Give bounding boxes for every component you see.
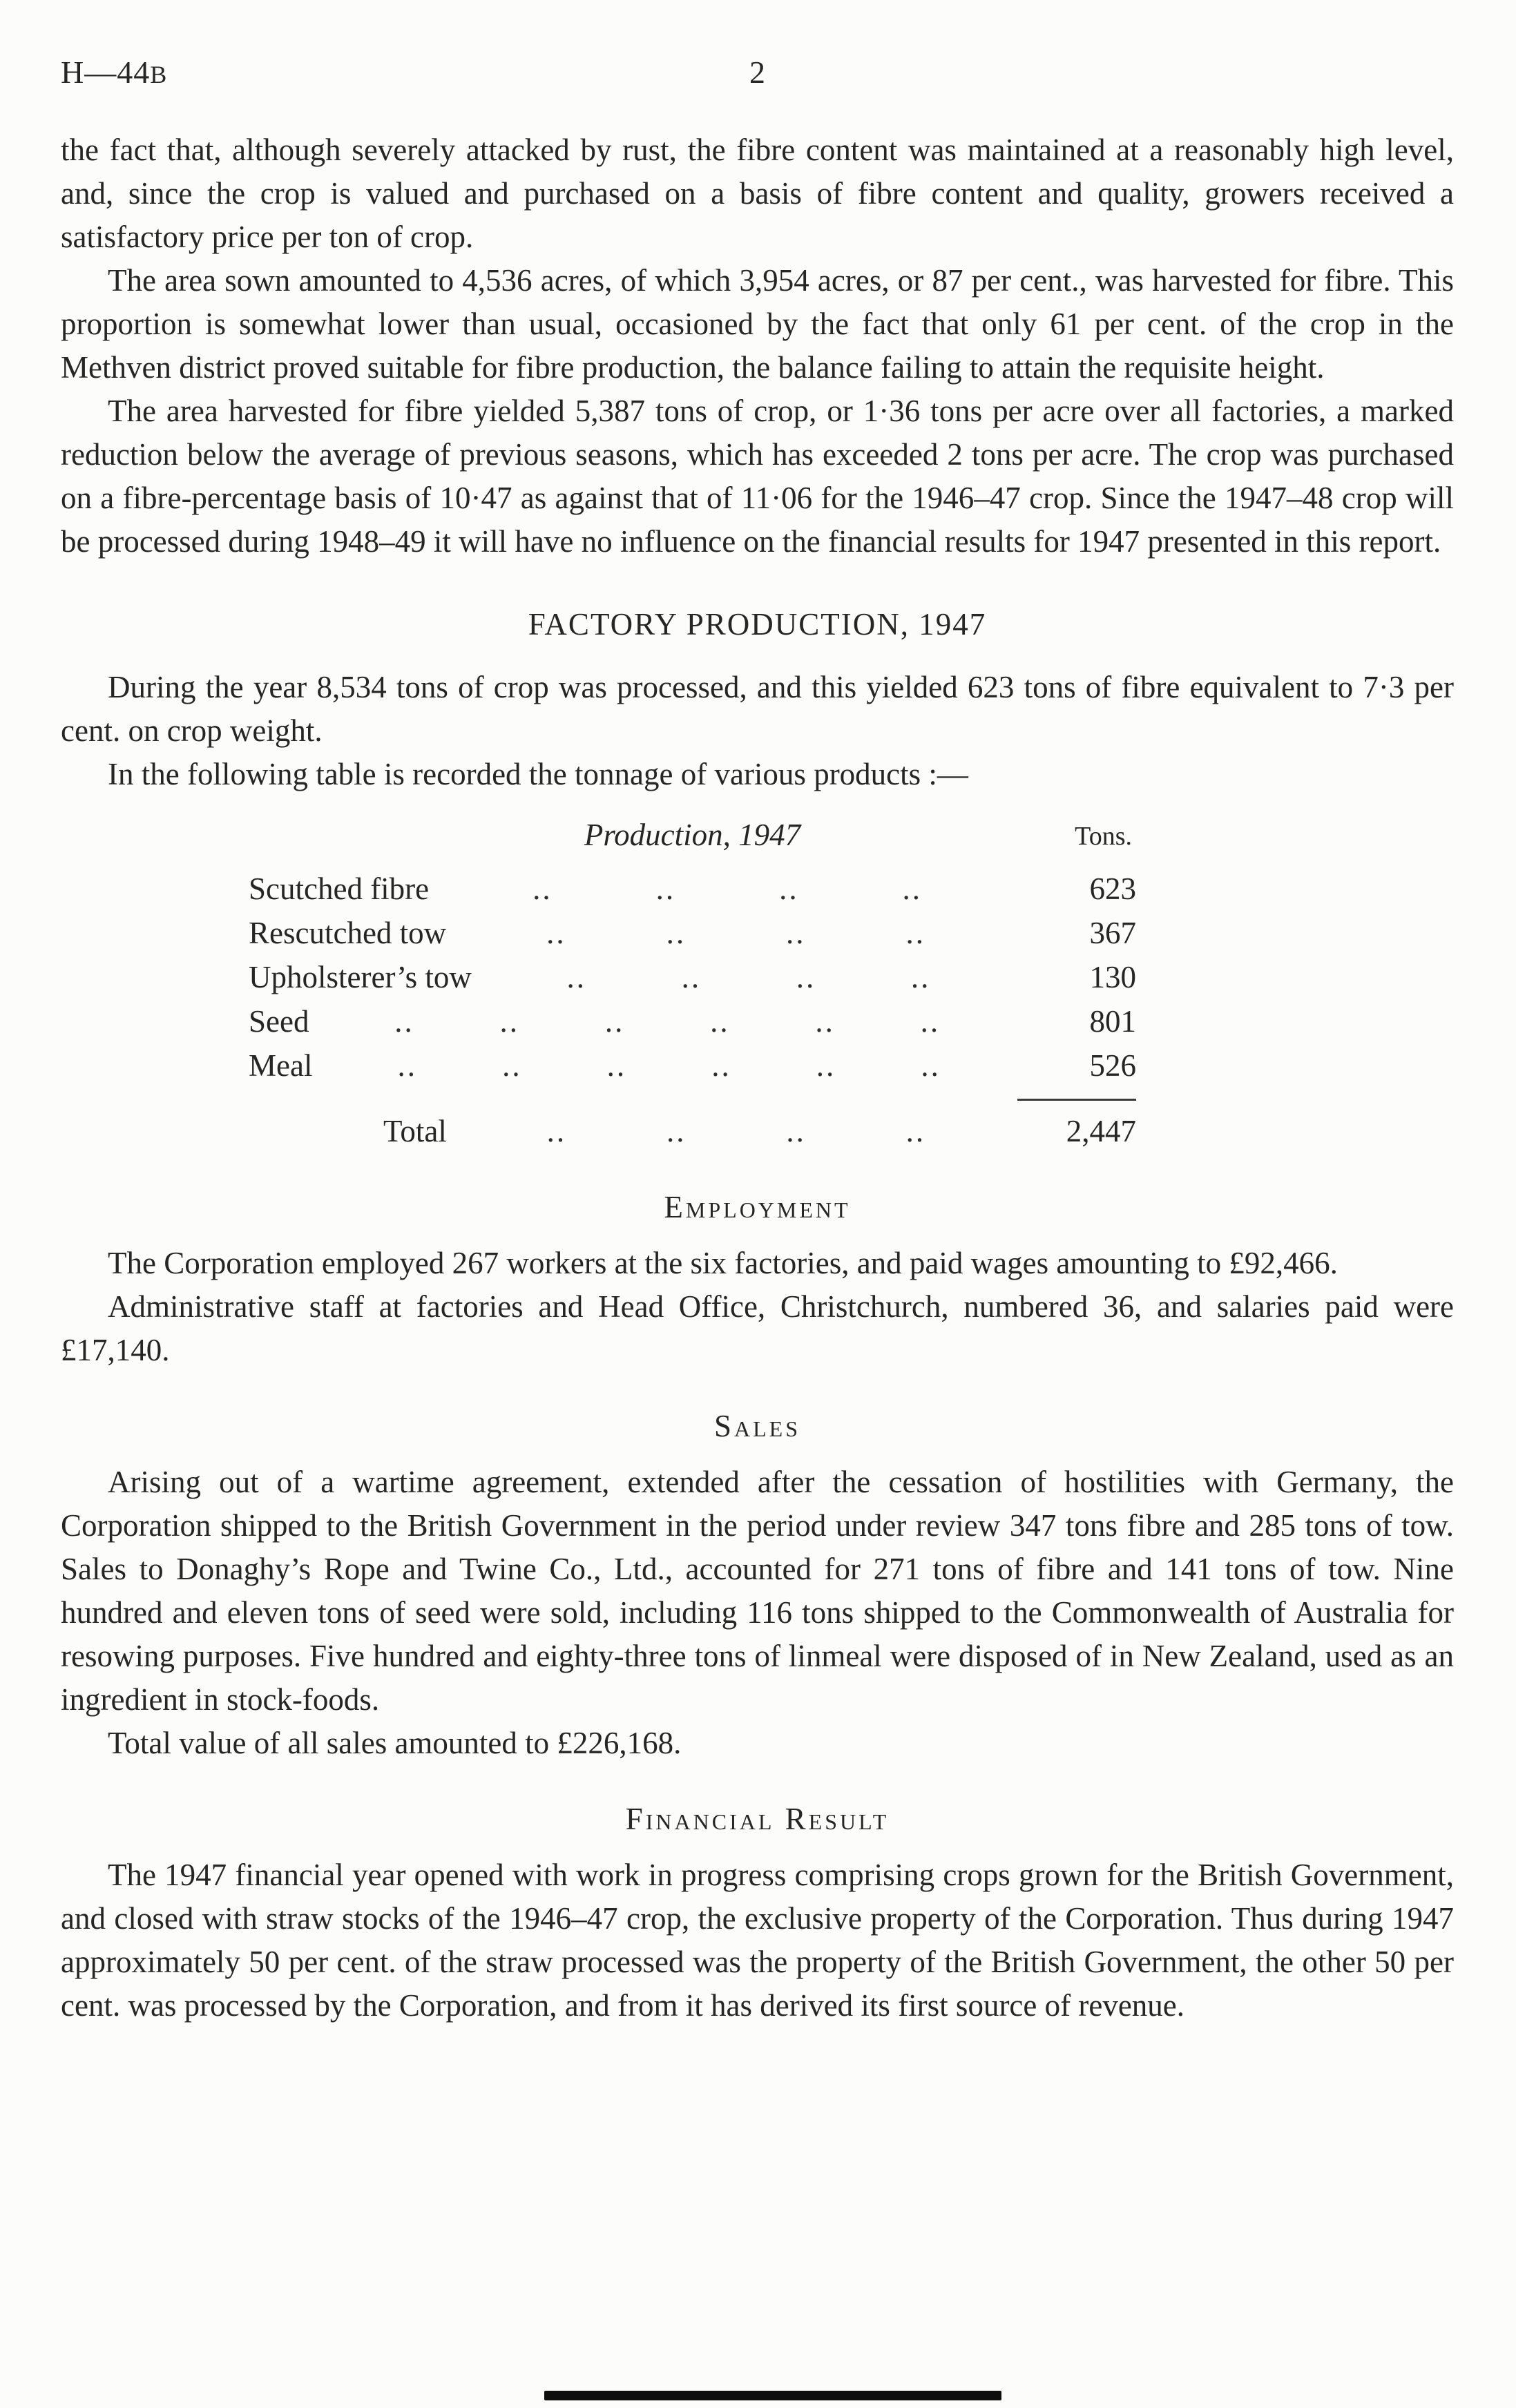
paragraph-area-harvested: The area harvested for fibre yielded 5,387 tons of crop, or 1·36 tons per acre over all factories, a marked reduction below the average of previous seasons, which has exceeded 2 tons per acre. The crop was purchased on a fibre-percentage basis of 10·47 as against that of 11·06 for the 1946–47 crop. Since the 1947–48 crop will be processed during 1948–49 it will have no influence on the financial results for 1947 presented in this report. (61, 394, 1454, 559)
dot-group: .. (920, 1004, 941, 1039)
paragraph-table-intro: In the following table is recorded the tonnage of various products :— (108, 757, 968, 791)
dot-group: .. (779, 871, 799, 906)
table-row-rescutched-tow (249, 911, 1136, 955)
dot-group: .. (711, 1048, 731, 1083)
heading-sales: Sales (713, 1409, 801, 1443)
heading-financial-result: Financial Result (625, 1802, 890, 1836)
table-unit-header: Tons. (1075, 822, 1132, 851)
dot-group: .. (815, 1004, 835, 1039)
dot-leader (309, 999, 1026, 1043)
dot-leader (447, 1109, 1026, 1153)
table-total-label: Total (383, 1114, 447, 1148)
dot-group: .. (796, 960, 816, 994)
heading-factory-production: FACTORY PRODUCTION, 1947 (528, 607, 987, 642)
dot-group: .. (655, 871, 676, 906)
paragraph-workers-wages: The Corporation employed 267 workers at the six factories, and paid wages amounting to £92,466. (108, 1246, 1338, 1280)
dot-group: .. (502, 1048, 522, 1083)
table-row-value: 801 (1089, 1004, 1136, 1039)
dot-group: .. (532, 871, 553, 906)
dot-group: .. (710, 1004, 730, 1039)
dot-group: .. (905, 1114, 926, 1148)
dot-group: .. (394, 1004, 414, 1039)
dot-group: .. (666, 916, 687, 950)
table-row-seed (249, 999, 1136, 1043)
dot-group: .. (905, 916, 925, 950)
paragraph-area-sown: The area sown amounted to 4,536 acres, of which 3,954 acres, or 87 per cent., was harvested for fibre. This proportion is somewhat lower than usual, occasioned by the fact that only 61 per cent. of the crop in the Methven district proved suitable for fibre production, the balance failing to attain the requisite height. (61, 263, 1454, 385)
paragraph-sales-detail: Arising out of a wartime agreement, extended after the cessation of hostilities with Germany, the Corporation shipped to the British Government in the period under review 347 tons fibre and 285 tons of tow. Sales to Donaghy’s Rope and Twine Co., Ltd., accounted for 271 tons of fibre and 141 tons of tow. Nine hundred and eleven tons of seed were sold, including 116 tons shipped to the Commonwealth of Australia for resowing purposes. Five hundred and eighty-three tons of linmeal were disposed of in New Zealand, used as an ingredient in stock-foods. (61, 1465, 1454, 1717)
paragraph-rust-continuation: the fact that, although severely attacked by rust, the fibre content was maintained at a reasonably high level, and, since the crop is valued and purchased on a basis of fibre content and quality, growers received a satisfactory price per ton of crop. (61, 133, 1454, 254)
document-code-main: H—44 (61, 55, 151, 90)
dot-leader (472, 955, 1026, 999)
dot-group: .. (666, 1114, 687, 1148)
table-title: Production, 1947 (584, 818, 801, 852)
dot-group: .. (397, 1048, 418, 1083)
page-header (61, 54, 1454, 102)
dot-group: .. (816, 1048, 836, 1083)
paragraph-financial-result: The 1947 financial year opened with work in progress comprising crops grown for the British Government, and closed with straw stocks of the 1946–47 crop, the exclusive property of the Corporation. Thus during 1947 approximately 50 per cent. of the straw processed was the property of the British Government, the other 50 per cent. was processed by the Corporation, and from it has derived its first source of revenue. (61, 1858, 1454, 2023)
table-row-upholsterers-tow (249, 955, 1136, 999)
table-row-label: Scutched fibre (249, 871, 430, 906)
dot-group: .. (566, 960, 586, 994)
table-row-scutched-fibre (249, 867, 1136, 911)
page-number: 2 (749, 55, 765, 90)
scan-artifact-bar (544, 2391, 1001, 2400)
heading-employment: Employment (664, 1190, 851, 1224)
table-row-value: 623 (1089, 871, 1136, 906)
dot-group: .. (910, 960, 931, 994)
dot-leader (312, 1043, 1026, 1088)
paragraph-sales-total: Total value of all sales amounted to £226,168. (108, 1726, 682, 1760)
table-row-value: 367 (1089, 916, 1136, 950)
dot-group: .. (546, 916, 566, 950)
dot-leader (429, 867, 1026, 911)
dot-leader (446, 911, 1026, 955)
table-row-value: 526 (1089, 1048, 1136, 1083)
dot-group: .. (786, 916, 806, 950)
table-row-label: Seed (249, 1004, 309, 1039)
production-table-header (249, 817, 1136, 863)
table-row-label: Rescutched tow (249, 916, 447, 950)
document-code (61, 54, 167, 90)
table-row-meal (249, 1043, 1136, 1088)
dot-group: .. (681, 960, 702, 994)
table-row-label: Meal (249, 1048, 313, 1083)
dot-group: .. (546, 1114, 567, 1148)
dot-group: .. (786, 1114, 806, 1148)
table-row-label: Upholsterer’s tow (249, 960, 472, 994)
table-total-row (249, 1109, 1136, 1153)
dot-group: .. (499, 1004, 520, 1039)
dot-group: .. (921, 1048, 941, 1083)
dot-group: .. (902, 871, 923, 906)
table-row-value: 130 (1089, 960, 1136, 994)
document-code-suffix: B (150, 61, 168, 88)
paragraph-admin-staff: Administrative staff at factories and Head Office, Christchurch, numbered 36, and salaries paid were £17,140. (61, 1289, 1454, 1367)
dot-group: .. (604, 1004, 625, 1039)
table-total-rule (1017, 1099, 1136, 1101)
table-total-value: 2,447 (1066, 1114, 1136, 1148)
dot-group: .. (606, 1048, 627, 1083)
paragraph-crop-processed: During the year 8,534 tons of crop was processed, and this yielded 623 tons of fibre equivalent to 7·3 per cent. on crop weight. (61, 670, 1454, 748)
production-table (249, 817, 1136, 1153)
